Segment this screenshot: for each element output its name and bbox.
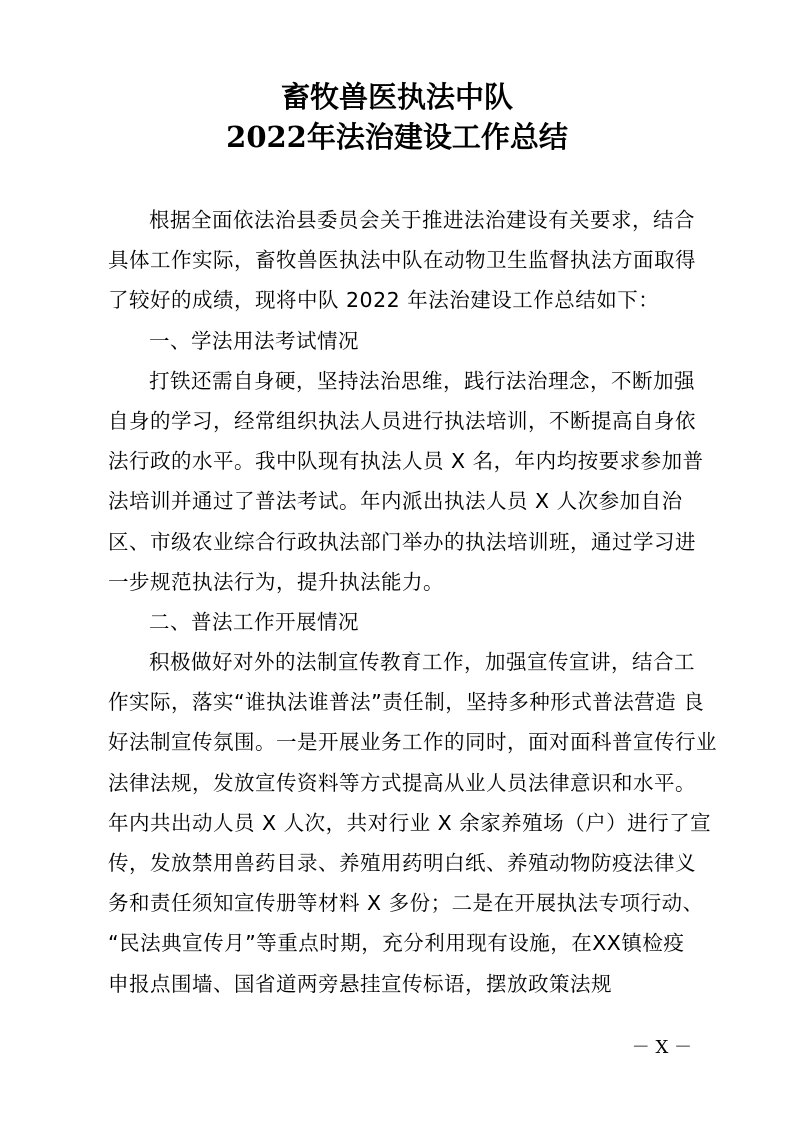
paragraph-line: 作实际，落实“谁执法谁普法”责任制，坚持多种形式普法营造 良 xyxy=(108,690,705,715)
paragraph-line: 积极做好对外的法制宣传教育工作，加强宣传宣讲，结合工 xyxy=(149,650,695,675)
section-heading-2: 二、普法工作开展情况 xyxy=(149,609,359,634)
paragraph-line: 申报点围墙、国省道两旁悬挂宣传标语，摆放政策法规 xyxy=(108,971,612,996)
paragraph-line: 法行政的水平。我中队现有执法人员 X 名，年内均按要求参加普 xyxy=(108,449,704,474)
paragraph-line: 具体工作实际，畜牧兽医执法中队在动物卫生监督执法方面取得 xyxy=(108,248,696,273)
paragraph-line: 年内共出动人员 X 人次，共对行业 X 余家养殖场（户）进行了宣 xyxy=(108,810,712,835)
document-title-line-1: 畜牧兽医执法中队 xyxy=(280,80,513,114)
document-title-line-2: 2022年法治建设工作总结 xyxy=(226,120,568,154)
paragraph-line: 好法制宣传氛围。一是开展业务工作的同时，面对面科普宣传行业 xyxy=(108,730,717,755)
paragraph-line: 自身的学习，经常组织执法人员进行执法培训，不断提高自身依 xyxy=(108,408,696,433)
paragraph-line: 一步规范执法行为，提升执法能力。 xyxy=(108,569,444,594)
document-body xyxy=(108,200,717,1004)
paragraph-line: 传，发放禁用兽药目录、养殖用药明白纸、养殖动物防疫法律义 xyxy=(108,851,696,875)
paragraph-line: 根据全面依法治县委员会关于推进法治建设有关要求，结合 xyxy=(149,208,695,232)
page-number: － X － xyxy=(631,1037,692,1058)
paragraph-line: 区、市级农业综合行政执法部门举办的执法培训班，通过学习进 xyxy=(108,529,696,554)
paragraph-line: 了较好的成绩，现将中队 2022 年法治建设工作总结如下： xyxy=(108,288,660,313)
paragraph-line: “民法典宣传月”等重点时期，充分利用现有设施，在XX镇检疫 xyxy=(108,931,685,956)
paragraph-line: 打铁还需自身硬，坚持法治思维，践行法治理念，不断加强 xyxy=(149,368,695,393)
section-heading-1: 一、学法用法考试情况 xyxy=(149,328,359,353)
paragraph-line: 法培训并通过了普法考试。年内派出执法人员 X 人次参加自治 xyxy=(108,489,683,514)
paragraph-line: 务和责任须知宣传册等材料 X 多份；二是在开展执法专项行动、 xyxy=(108,891,704,916)
paragraph-line: 法律法规，发放宣传资料等方式提高从业人员法律意识和水平。 xyxy=(108,770,696,795)
